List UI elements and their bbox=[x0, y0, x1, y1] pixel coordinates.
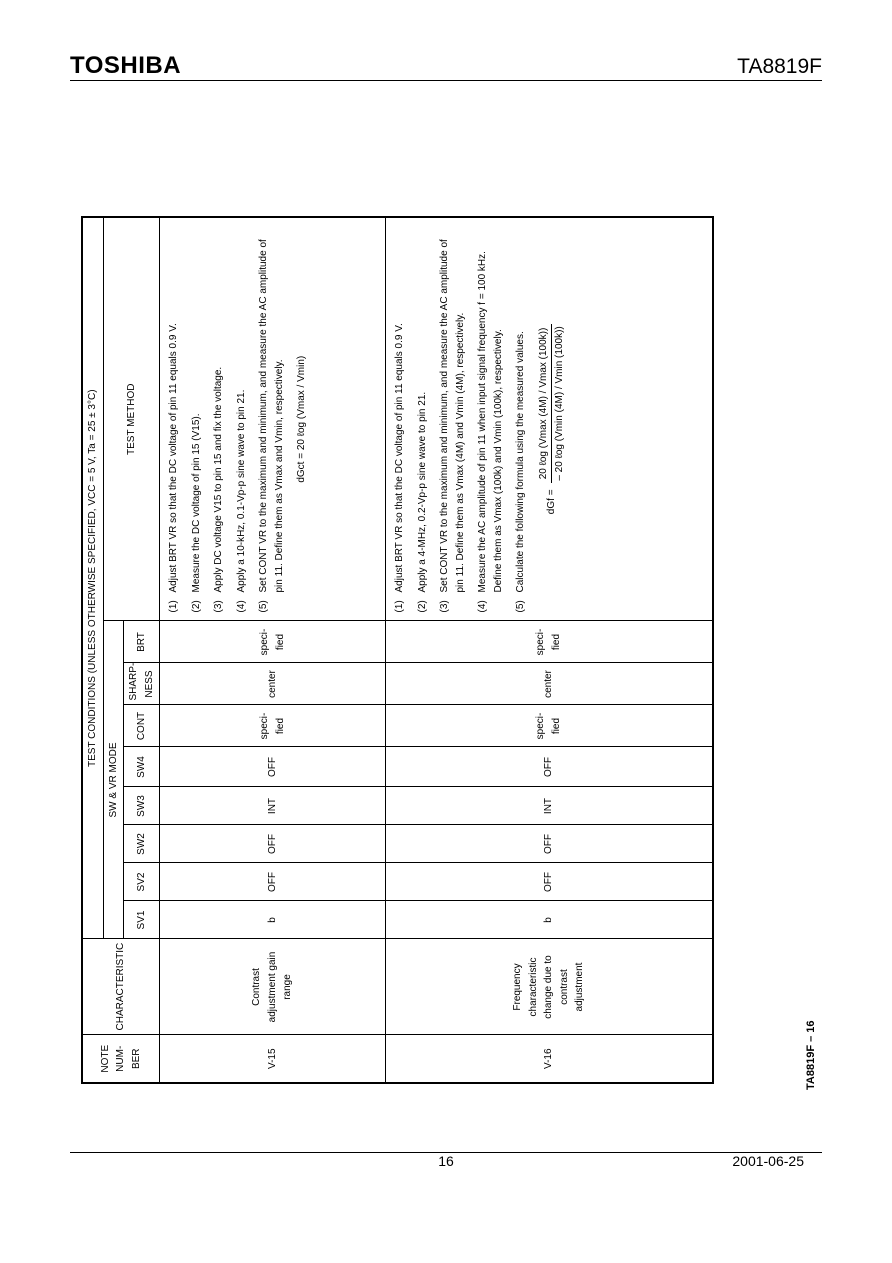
sv2-cell: OFF bbox=[386, 863, 713, 901]
sw4-cell: OFF bbox=[386, 747, 713, 787]
method-step: (2) Measure the DC voltage of pin 15 (V15). bbox=[190, 413, 202, 613]
sw2-cell: OFF bbox=[386, 825, 713, 863]
formula-lhs: dGf = bbox=[545, 489, 557, 515]
test-conditions-table-wrapper bbox=[81, 218, 704, 1084]
method-step: (4) Measure the AC amplitude of pin 11 when input signal frequency f = 100 kHz. Define them as Vmax (100k) and Vmin (100k), respectively. bbox=[477, 251, 504, 613]
method-step: (4) Apply a 10-kHz, 0.1-Vp-p sine wave to pin 21. bbox=[235, 389, 247, 613]
brt-cell: speci-fied bbox=[386, 621, 713, 663]
sharpness-cell: center bbox=[386, 663, 713, 705]
sw4-cell: OFF bbox=[160, 747, 386, 787]
sw2-cell: OFF bbox=[160, 825, 386, 863]
sharpness-cell: center bbox=[160, 663, 386, 705]
header-sw4: SW4 bbox=[124, 747, 160, 787]
formula-fraction bbox=[536, 324, 568, 482]
header-test-method: TEST METHOD bbox=[103, 217, 160, 621]
note-number-cell: V-15 bbox=[160, 1035, 386, 1083]
header-sw-vr-mode: SW & VR MODE bbox=[103, 621, 124, 939]
characteristic-cell: Contrast adjustment gain range bbox=[160, 939, 386, 1035]
characteristic-cell: Frequency characteristic change due to contrast adjustment bbox=[386, 939, 713, 1035]
method-step: (1) Adjust BRT VR so that the DC voltage of pin 11 equals 0.9 V. bbox=[394, 323, 405, 613]
document-date: 2001-06-25 bbox=[732, 1153, 804, 1169]
method-step: (3) Set CONT VR to the maximum and minimum, and measure the AC amplitude of pin 11. Define them as Vmax (4M) and Vmin (4M), respectively. bbox=[439, 239, 466, 613]
method-step: (1) Adjust BRT VR so that the DC voltage of pin 11 equals 0.9 V. bbox=[168, 323, 179, 613]
test-method-cell bbox=[386, 217, 713, 621]
header-characteristic: CHARACTERISTIC bbox=[82, 939, 160, 1035]
cont-cell: speci-fied bbox=[386, 705, 713, 747]
method-step: (5) Calculate the following formula using the measured values. bbox=[515, 331, 526, 613]
header-note-number: NOTE NUM-BER bbox=[82, 1035, 160, 1083]
page-number: 16 bbox=[438, 1153, 454, 1169]
sw3-cell: INT bbox=[386, 787, 713, 825]
header-test-conditions: TEST CONDITIONS (UNLESS OTHERWISE SPECIFIED, VCC = 5 V, Ta = 25 ± 3°C) bbox=[82, 217, 103, 939]
cont-cell: speci-fied bbox=[160, 705, 386, 747]
formula bbox=[536, 226, 568, 613]
formula-numerator: 20 ℓog (Vmax (4M) / Vmax (100k)) bbox=[536, 324, 553, 482]
method-step: (5) Set CONT VR to the maximum and minimum, and measure the AC amplitude of pin 11. Define them as Vmax and Vmin, respectively. bbox=[258, 239, 285, 613]
method-step: (3) Apply DC voltage V15 to pin 15 and fix the voltage. bbox=[213, 366, 224, 613]
note-number-cell: V-16 bbox=[386, 1035, 713, 1083]
sw3-cell: INT bbox=[160, 787, 386, 825]
test-method-cell bbox=[160, 217, 386, 621]
sv2-cell: OFF bbox=[160, 863, 386, 901]
method-step: (2) Apply a 4-MHz, 0.2-Vp-p sine wave to pin 21. bbox=[416, 391, 428, 613]
brt-cell: speci-fied bbox=[160, 621, 386, 663]
sv1-cell: b bbox=[386, 901, 713, 939]
side-document-id: TA8819F – 16 bbox=[805, 1020, 817, 1090]
part-number: TA8819F bbox=[737, 55, 822, 78]
test-conditions-table bbox=[81, 216, 714, 1084]
header-sv1: SV1 bbox=[124, 901, 160, 939]
table-row bbox=[160, 217, 386, 1083]
sv1-cell: b bbox=[160, 901, 386, 939]
header-sv2: SV2 bbox=[124, 863, 160, 901]
header-brt: BRT bbox=[124, 621, 160, 663]
header-rule bbox=[70, 80, 822, 81]
formula-denominator: – 20 ℓog (Vmin (4M) / Vmin (100k)) bbox=[554, 326, 565, 481]
header-cont: CONT bbox=[124, 705, 160, 747]
formula: dGct = 20 ℓog (Vmax / Vmin) bbox=[296, 355, 307, 483]
header-sw2: SW2 bbox=[124, 825, 160, 863]
table-row bbox=[386, 217, 713, 1083]
header-sharpness: SHARP-NESS bbox=[124, 663, 160, 705]
header-sw3: SW3 bbox=[124, 787, 160, 825]
brand-logo: TOSHIBA bbox=[70, 52, 182, 79]
